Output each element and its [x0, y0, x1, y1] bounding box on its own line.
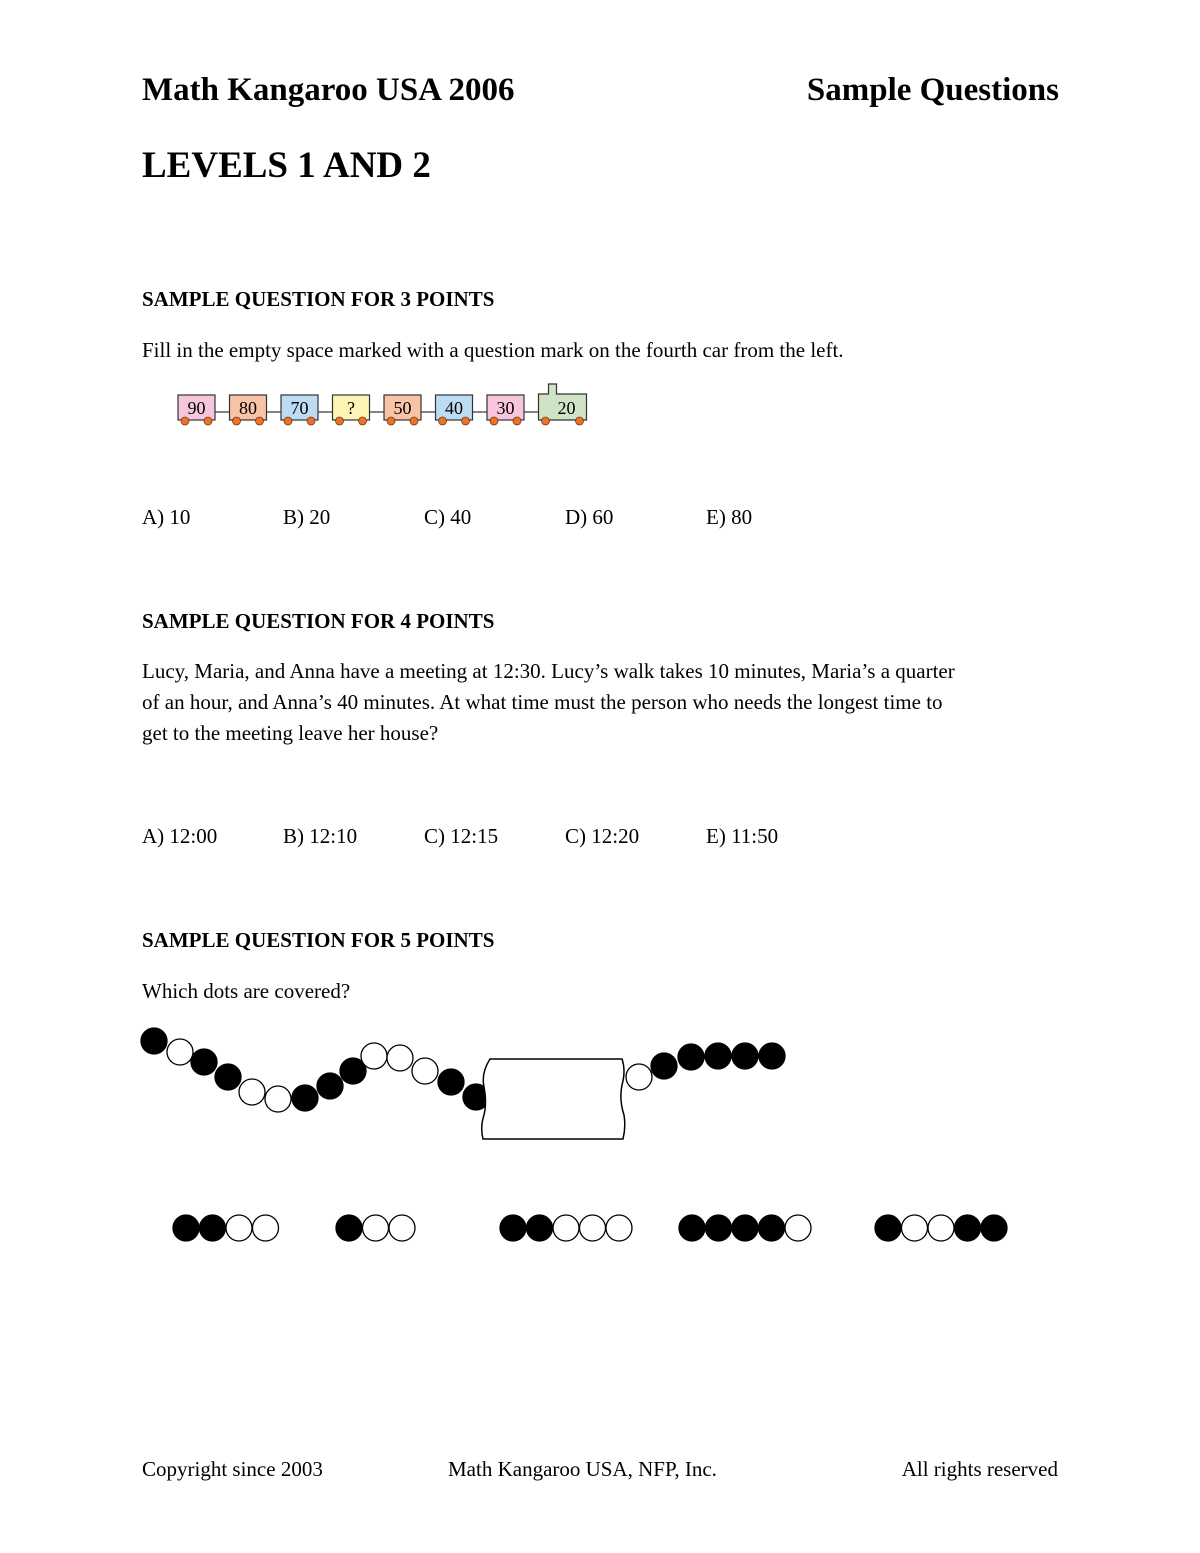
answer-dot-set: [875, 1215, 1007, 1241]
wheel: [233, 417, 241, 425]
car-label: ?: [347, 398, 355, 418]
white-dot: [389, 1215, 415, 1241]
wheel: [307, 417, 315, 425]
wheel: [576, 417, 584, 425]
black-dot: [527, 1215, 553, 1241]
wheel: [439, 417, 447, 425]
wheel: [284, 417, 292, 425]
wheel: [256, 417, 264, 425]
train-figure: [170, 380, 600, 430]
black-dot: [651, 1053, 677, 1079]
black-dot: [141, 1028, 167, 1054]
black-dot: [732, 1043, 758, 1069]
white-dot: [928, 1215, 954, 1241]
black-dot: [678, 1044, 704, 1070]
white-dot: [902, 1215, 928, 1241]
white-dot: [265, 1086, 291, 1112]
white-dot: [553, 1215, 579, 1241]
q3-text: Which dots are covered?: [142, 979, 351, 1003]
black-dot: [191, 1049, 217, 1075]
white-dot: [785, 1215, 811, 1241]
black-dot: [759, 1043, 785, 1069]
black-dot: [215, 1064, 241, 1090]
train-car: [384, 395, 436, 425]
white-dot: [167, 1039, 193, 1065]
black-dot: [875, 1215, 901, 1241]
q1-option-b[interactable]: B) 20: [283, 505, 331, 529]
white-dot: [387, 1045, 413, 1071]
black-dot: [705, 1043, 731, 1069]
black-dot: [679, 1215, 705, 1241]
wheel: [462, 417, 470, 425]
footer-rights: All rights reserved: [901, 1457, 1058, 1481]
q2-option-d[interactable]: C) 12:20: [565, 824, 640, 848]
black-dot: [438, 1069, 464, 1095]
black-dot: [292, 1085, 318, 1111]
footer-copyright: Copyright since 2003: [142, 1457, 323, 1481]
document-subtitle: Sample Questions: [806, 72, 1059, 108]
q2-option-e[interactable]: E) 11:50: [706, 824, 779, 848]
train-car: [178, 395, 230, 425]
answer-dot-set: [336, 1215, 415, 1241]
q2-option-c[interactable]: C) 12:15: [424, 824, 499, 848]
q1-option-d[interactable]: D) 60: [565, 505, 614, 529]
white-dot: [626, 1064, 652, 1090]
black-dot: [759, 1215, 785, 1241]
train-car: [487, 395, 539, 425]
black-dot: [336, 1215, 362, 1241]
car-label: 20: [557, 398, 576, 418]
footer-organization: Math Kangaroo USA, NFP, Inc.: [448, 1457, 717, 1481]
car-label: 90: [187, 398, 206, 418]
answer-dot-set: [679, 1215, 811, 1241]
q1-option-a[interactable]: A) 10: [142, 505, 191, 529]
car-label: 40: [445, 398, 463, 418]
q1-text: Fill in the empty space marked with a question mark on the fourth car from the left.: [142, 338, 844, 362]
car-label: 80: [239, 398, 257, 418]
wheel: [387, 417, 395, 425]
q2-option-b[interactable]: B) 12:10: [283, 824, 358, 848]
white-dot: [361, 1043, 387, 1069]
black-dot: [981, 1215, 1007, 1241]
q2-line-2: of an hour, and Anna’s 40 minutes. At what time must the person who needs the longest time to: [142, 690, 943, 714]
car-label: 70: [290, 398, 309, 418]
train-car: [281, 395, 333, 425]
train-car: [333, 395, 385, 425]
black-dot: [500, 1215, 526, 1241]
black-dot: [732, 1215, 758, 1241]
white-dot: [226, 1215, 252, 1241]
q2-heading: SAMPLE QUESTION FOR 4 POINTS: [142, 609, 495, 633]
answer-dot-set: [173, 1215, 279, 1241]
wheel: [542, 417, 550, 425]
q2-line-1: Lucy, Maria, and Anna have a meeting at 12:30. Lucy’s walk takes 10 minutes, Maria’s a quarter: [142, 659, 955, 683]
q1-heading: SAMPLE QUESTION FOR 3 POINTS: [142, 287, 495, 311]
q2-line-3: get to the meeting leave her house?: [142, 721, 439, 745]
white-dot: [363, 1215, 389, 1241]
black-dot: [173, 1215, 199, 1241]
black-dot: [200, 1215, 226, 1241]
black-dot: [317, 1073, 343, 1099]
wheel: [336, 417, 344, 425]
q1-option-e[interactable]: E) 80: [706, 505, 753, 529]
train-car: [436, 395, 488, 425]
wheel: [513, 417, 521, 425]
dots-figure: [0, 1015, 1200, 1255]
wheel: [204, 417, 212, 425]
black-dot: [955, 1215, 981, 1241]
car-label: 30: [496, 398, 515, 418]
wheel: [359, 417, 367, 425]
q3-heading: SAMPLE QUESTION FOR 5 POINTS: [142, 928, 495, 952]
train-engine: [539, 384, 587, 425]
wheel: [490, 417, 498, 425]
q1-option-c[interactable]: C) 40: [424, 505, 472, 529]
train-car: [230, 395, 282, 425]
level-title: LEVELS 1 AND 2: [142, 145, 431, 186]
white-dot: [239, 1079, 265, 1105]
answer-dot-set: [500, 1215, 632, 1241]
covering-card: [482, 1059, 625, 1139]
white-dot: [253, 1215, 279, 1241]
black-dot: [706, 1215, 732, 1241]
car-label: 50: [393, 398, 412, 418]
white-dot: [580, 1215, 606, 1241]
wheel: [410, 417, 418, 425]
wheel: [181, 417, 189, 425]
q2-option-a[interactable]: A) 12:00: [142, 824, 218, 848]
white-dot: [606, 1215, 632, 1241]
white-dot: [412, 1058, 438, 1084]
document-title: Math Kangaroo USA 2006: [142, 72, 515, 108]
